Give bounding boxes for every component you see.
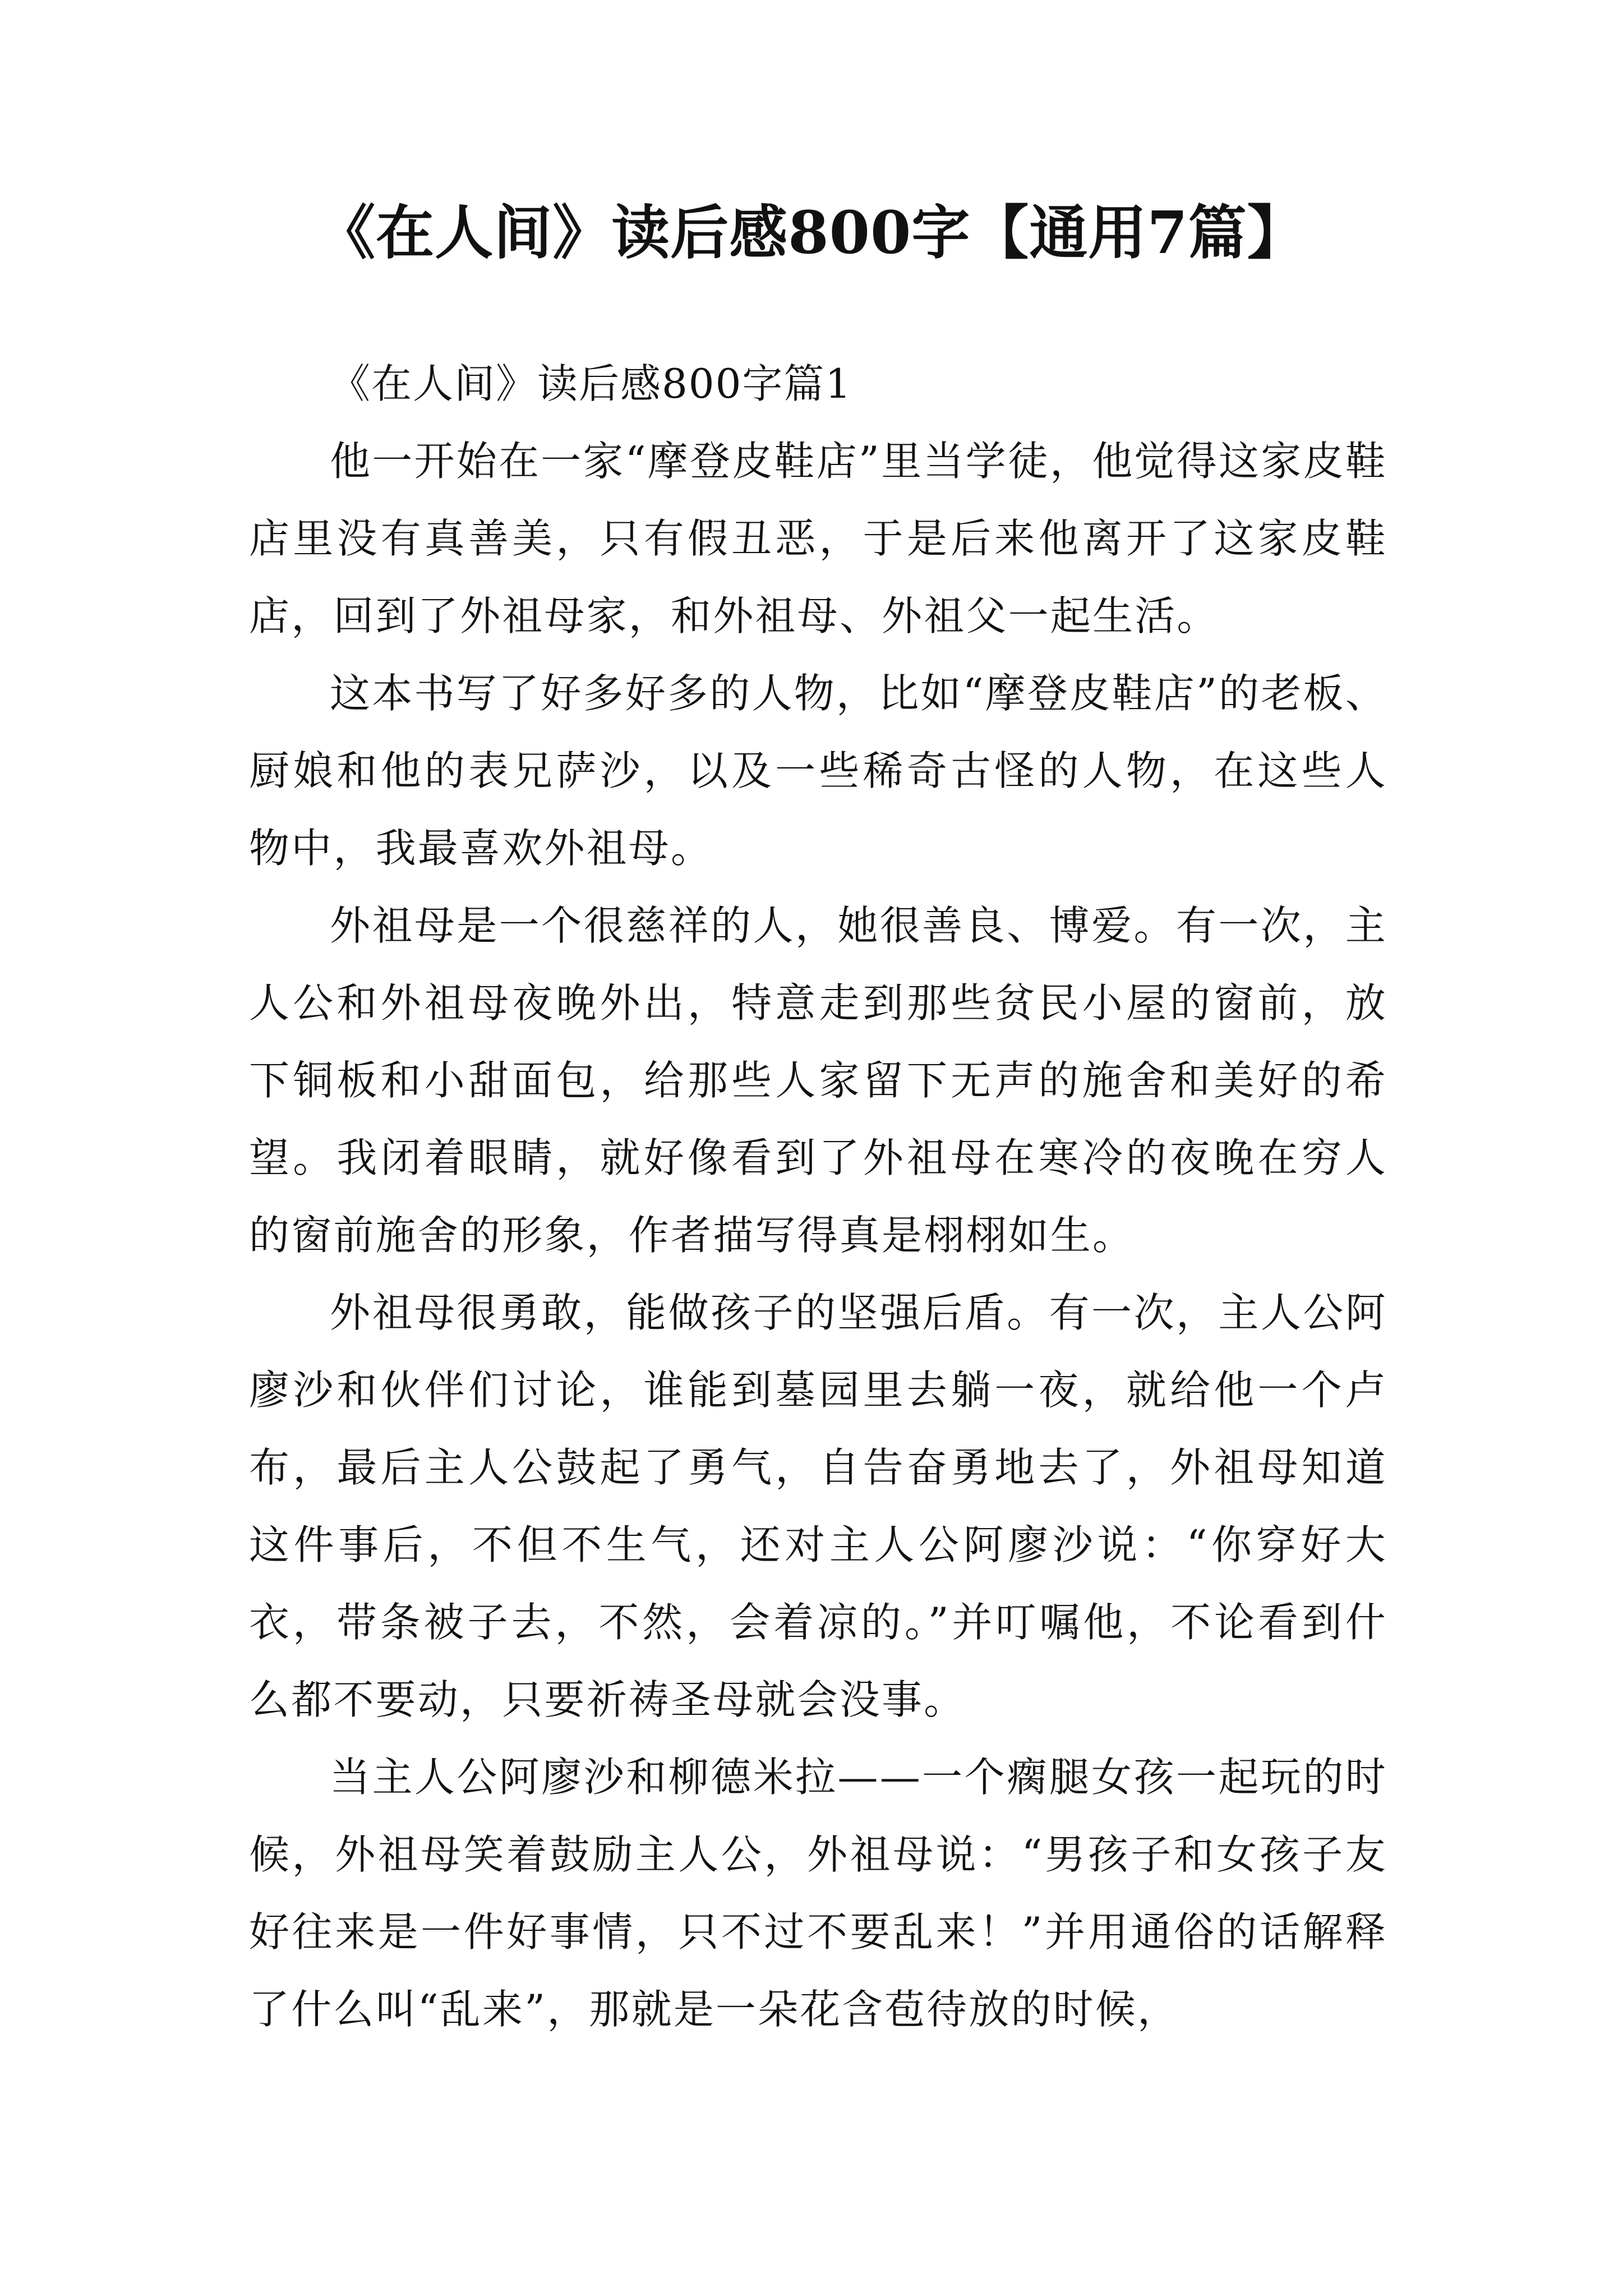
- paragraph: 外祖母很勇敢，能做孩子的坚强后盾。有一次，主人公阿廖沙和伙伴们讨论，谁能到墓园里去躺一夜，就给他一个卢布，最后主人公鼓起了勇气，自告奋勇地去了，外祖母知道这件事后，不但不生气，还对主人公阿廖沙说：“你穿好大衣，带条被子去，不然，会着凉的。”并叮嘱他，不论看到什么都不要动，只要祈祷圣母就会没事。: [249, 1289, 1387, 1723]
- document-body: [249, 345, 1387, 2048]
- paragraph: 当主人公阿廖沙和柳德米拉——一个瘸腿女孩一起玩的时候，外祖母笑着鼓励主人公，外祖母说：“男孩子和女孩子友好往来是一件好事情，只不过不要乱来！”并用通俗的话解释了什么叫“乱来”，那就是一朵花含苞待放的时候，: [249, 1754, 1387, 2033]
- paragraph: 他一开始在一家“摩登皮鞋店”里当学徒，他觉得这家皮鞋店里没有真善美，只有假丑恶，于是后来他离开了这家皮鞋店，回到了外祖母家，和外祖母、外祖父一起生活。: [249, 438, 1387, 639]
- section-heading: 《在人间》读后感800字篇1: [330, 360, 852, 407]
- document-title: 《在人间》读后感800字【通用7篇】: [317, 198, 1306, 267]
- paragraph: 这本书写了好多好多的人物，比如“摩登皮鞋店”的老板、厨娘和他的表兄萨沙，以及一些稀奇古怪的人物，在这些人物中，我最喜欢外祖母。: [249, 670, 1387, 872]
- paragraph: 外祖母是一个很慈祥的人，她很善良、博爱。有一次，主人公和外祖母夜晚外出，特意走到那些贫民小屋的窗前，放下铜板和小甜面包，给那些人家留下无声的施舍和美好的希望。我闭着眼睛，就好像看到了外祖母在寒冷的夜晚在穷人的窗前施舍的形象，作者描写得真是栩栩如生。: [249, 902, 1387, 1259]
